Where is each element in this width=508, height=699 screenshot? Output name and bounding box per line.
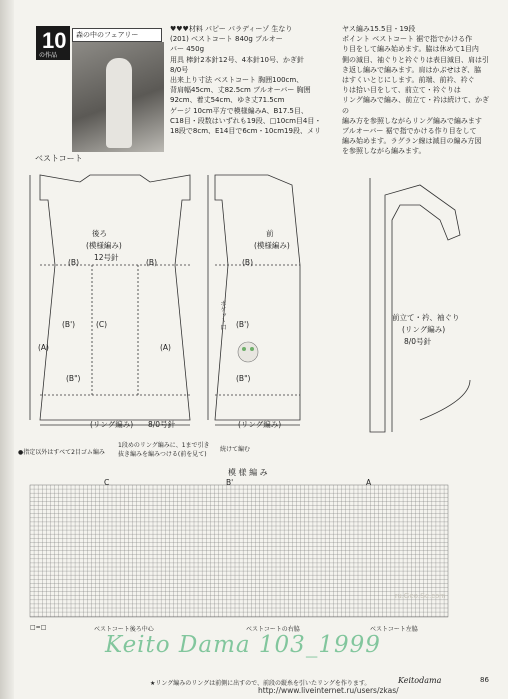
front-ring-label: (リング編み): [238, 420, 282, 429]
instruction-line: ブルオーバー 裾で指でかける作り目をして: [342, 127, 477, 136]
chart-label-c: C: [104, 478, 110, 487]
front-label: 前: [266, 229, 274, 238]
placket-curve: [420, 380, 470, 420]
instruction-line: はすくいとじにします。前端、前衿、衿ぐ: [342, 76, 475, 85]
instruction-line: リング編みで編み、前立て・衿は続けて、かぎの: [342, 96, 490, 115]
panel-bpp-left: (B"): [66, 374, 81, 383]
chart-symbol-note: □=□: [30, 624, 47, 631]
ring-knit-label: (リング編み): [90, 420, 134, 429]
instruction-line: (201) ベストコート 840g ブルオー: [170, 35, 283, 44]
page-number: 86: [480, 676, 489, 684]
instruction-line: 8/0号: [170, 65, 189, 74]
front-sub-label: (模様編み): [254, 241, 290, 250]
instruction-line: 18段で8cm、E14目で6cm・10cm19段、メリ: [170, 127, 321, 136]
vest-coat-heading: ベストコート: [35, 154, 83, 163]
chart-legend-back-center: ベストコート後ろ中心: [94, 626, 154, 633]
placket-label: 前立て・衿、袖ぐり: [392, 313, 460, 322]
instruction-line: りは拾い目をして、前立て・衿ぐりは: [342, 86, 461, 95]
instruction-line: 用具 棒針2本針12号、4本針10号、かぎ針: [170, 55, 304, 64]
placket-sub-label: (リング編み): [402, 325, 446, 334]
instruction-line: 編み始めます。ラグラン線は減目の編み方図: [342, 137, 482, 146]
chart-label-bp: B': [226, 478, 234, 487]
front-panel-b: (B): [242, 258, 253, 267]
back-piece-outline: [40, 175, 190, 420]
panel-a-left: (A): [38, 343, 49, 352]
instruction-line: 背肩幅45cm、丈82.5cm ブルオーバー 胸囲: [170, 86, 311, 95]
back-sub-label: (模様編み): [86, 241, 122, 250]
ring-attach-note: 1段めのリング編みに、1まで引き抜き編みを編みつける(前を見て): [118, 442, 210, 458]
instruction-line: ♥♥♥材料 パピー パラディーゾ 生なり: [170, 25, 293, 33]
front-panel-bpp: (B"): [236, 374, 251, 383]
chart-title: 模 様 編 み: [228, 468, 268, 477]
front-panel-bp: (B'): [236, 320, 250, 329]
placket-needle-label: 8/0号針: [404, 337, 432, 346]
instruction-line: ヤス編み15.5目・19段: [342, 25, 416, 33]
pattern-number-sub: の作品: [39, 53, 58, 59]
instruction-line: を参照しながら編みます。: [342, 147, 426, 156]
panel-c-back: (C): [96, 320, 108, 329]
instruction-line: り目をして編み始めます。脇は休めて1目内: [342, 45, 479, 54]
panel-b-left: (B): [68, 258, 79, 267]
pattern-title: 森の中のフェアリー: [72, 28, 162, 42]
instruction-line: ポイント ベストコート 裾で指でかける作: [342, 35, 473, 44]
placket-outline: [370, 178, 460, 432]
ring-needle-label: 8/0号針: [148, 420, 176, 429]
instruction-line: き返し編みで編みます。肩はかぶせはぎ、脇: [342, 65, 482, 74]
watermark-text: Keito Dama 103_1999: [105, 632, 381, 658]
instruction-line: C18目・段数はいずれも19段、□10cm目4目・: [170, 116, 322, 125]
instruction-line: 92cm、着丈54cm、ゆき丈71.5cm: [170, 96, 285, 105]
panel-a-right: (A): [160, 343, 171, 352]
chart-label-a: A: [366, 478, 372, 487]
back-label: 後ろ: [92, 229, 107, 238]
instruction-line: バー 450g: [170, 45, 205, 54]
chart-legend-right-side: ベストコートの右脇: [246, 626, 300, 633]
instruction-line: 編み方を参照しながらリング編みで編みます: [342, 116, 482, 125]
instruction-line: 出来上り寸法 ベストコート 胸囲100cm、: [170, 76, 304, 85]
watermark-site: ru.Geo.Se.com: [395, 591, 446, 600]
cat-face-icon: [238, 342, 258, 362]
instruction-line: 側の減目、袖ぐりと衿ぐりは表目減目、肩は引: [342, 55, 489, 64]
panel-b-right: (B): [146, 258, 157, 267]
instruction-line: ゲージ 10cm平方で模様編みA、B17.5目、: [170, 106, 308, 115]
pocket-note: ポケット口: [219, 300, 226, 330]
continue-note: 続けて編む: [220, 446, 251, 453]
chart-legend-left-side: ベストコート左脇: [370, 626, 418, 633]
front-piece-outline: [215, 175, 300, 420]
pattern-number: 10: [42, 28, 67, 53]
back-needle-label: 12号針: [94, 253, 119, 262]
panel-bp-left: (B'): [62, 320, 76, 329]
chart-footnote: ★リング編みのリングは前側に出すので、前段の縦糸を引いたリングを作ります。: [150, 680, 371, 687]
rib-note: ●指定以外はすべて2目ゴム編み: [18, 449, 105, 456]
source-url: http://www.liveinternet.ru/users/zkas/: [258, 686, 399, 695]
magazine-logo: Keitodama: [398, 676, 442, 685]
